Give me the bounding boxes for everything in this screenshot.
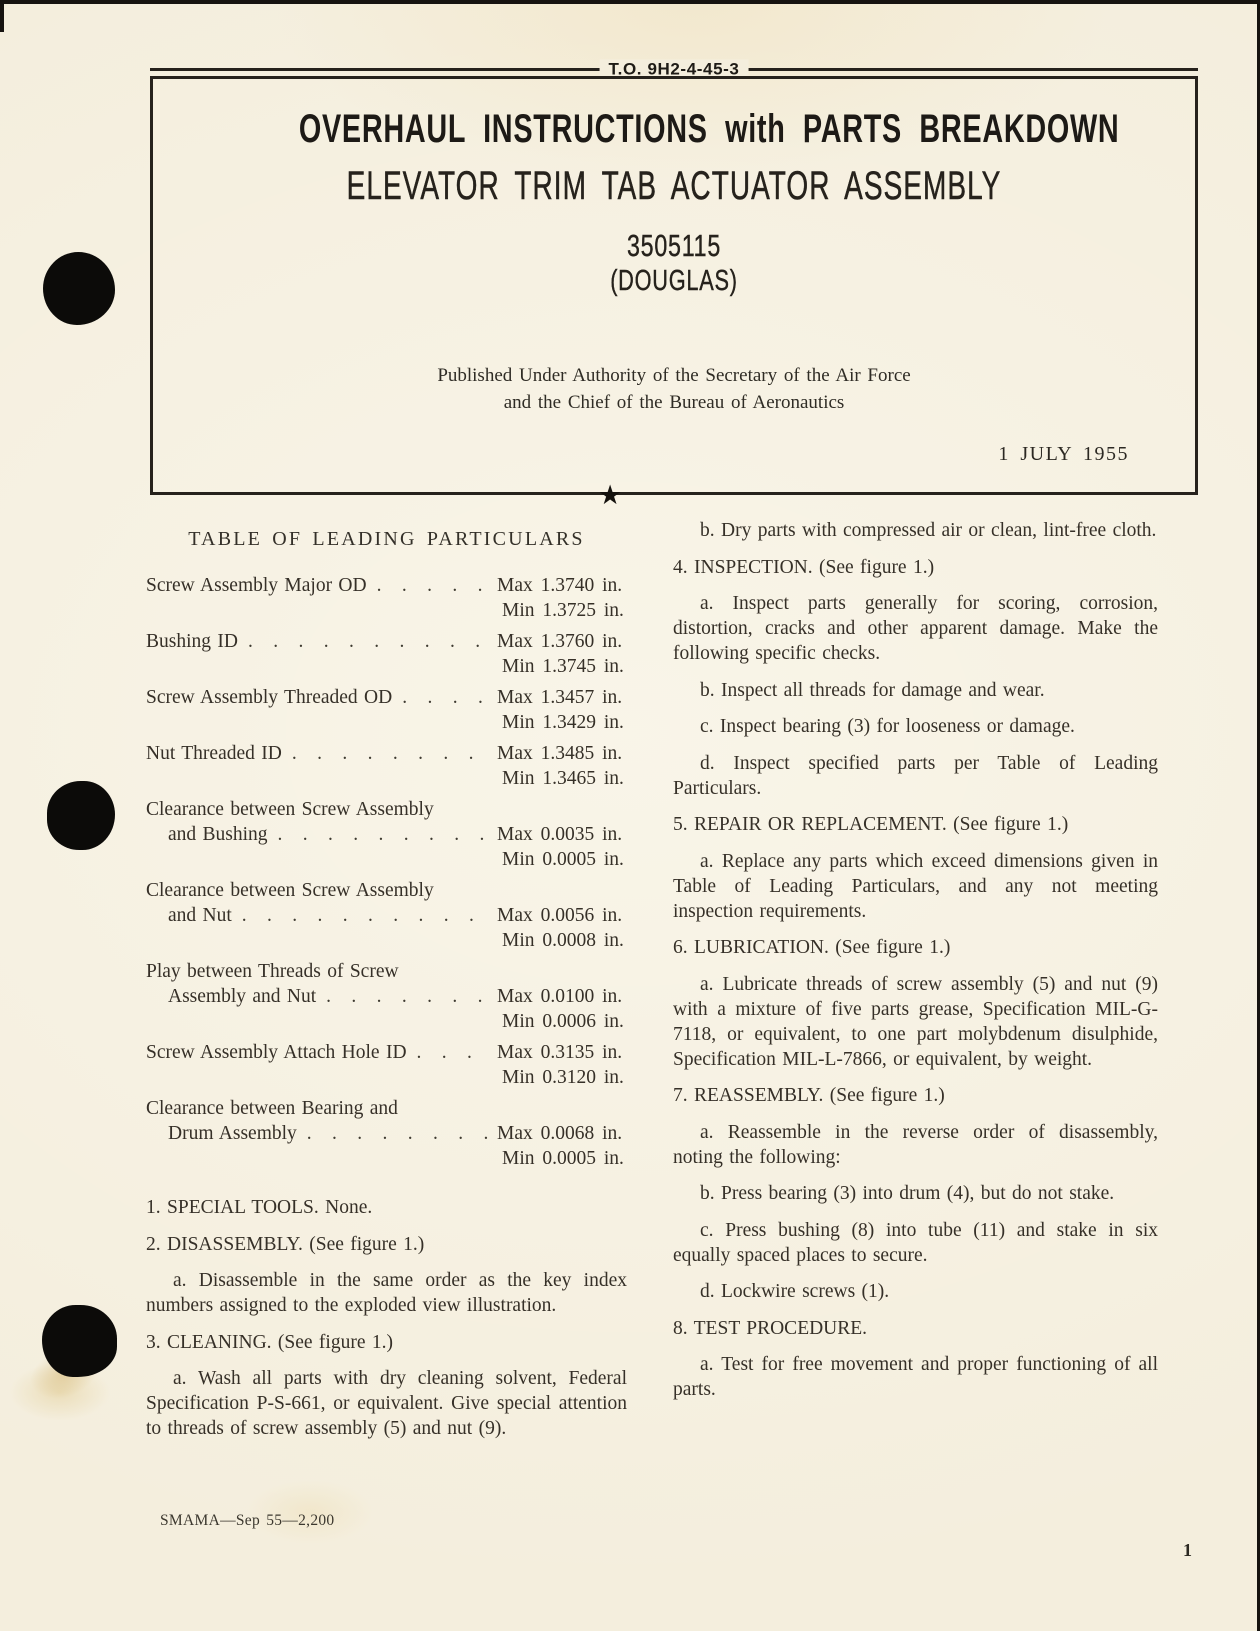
manufacturer: (DOUGLAS) [610, 265, 738, 297]
particular-label: Nut Threaded ID [146, 743, 282, 764]
dot-leader [377, 573, 493, 598]
particular-label: and Nut [168, 905, 232, 926]
paragraph: c. Press bushing (8) into tube (11) and stake in six equally spaced places to secure. [673, 1219, 1158, 1266]
title-box [150, 76, 1198, 510]
authority-line-2: and the Chief of the Bureau of Aeronautics [503, 392, 845, 413]
particular-row [146, 797, 627, 872]
dot-leader [417, 1040, 493, 1065]
particular-min-value: Min 0.3120 in. [502, 1067, 624, 1088]
particular-label: Bushing ID [146, 631, 238, 652]
particular-row [146, 1040, 627, 1090]
section-heading: 3. CLEANING. (See figure 1.) [146, 1331, 393, 1353]
particular-label-line1: Clearance between Bearing and [146, 1098, 398, 1119]
hole-punch-mark-1 [43, 252, 115, 325]
particular-row [146, 1096, 627, 1171]
particular-row [146, 878, 627, 953]
particular-row [146, 629, 627, 679]
dot-leader [402, 685, 493, 710]
particular-min-value: Min 0.0008 in. [502, 930, 624, 951]
particular-row [146, 573, 627, 623]
authority-line-1: Published Under Authority of the Secretary of the Air Force [437, 365, 911, 386]
section-heading: 1. SPECIAL TOOLS. None. [146, 1197, 373, 1218]
section-heading: 7. REASSEMBLY. (See figure 1.) [673, 1085, 945, 1106]
particular-main-line [146, 685, 627, 710]
particular-label: Screw Assembly Threaded OD [146, 687, 393, 708]
particular-main-line [146, 1121, 627, 1146]
star-ornament: ★ [598, 480, 623, 510]
particular-max-value: Max 0.0035 in. [497, 824, 623, 845]
section-heading: 6. LUBRICATION. (See figure 1.) [673, 937, 951, 958]
particular-label-line1: Clearance between Screw Assembly [146, 880, 434, 901]
particular-row [146, 741, 627, 791]
particular-main-line [146, 984, 627, 1009]
particular-label: Screw Assembly Attach Hole ID [146, 1042, 407, 1063]
particular-min-value: Min 1.3429 in. [502, 712, 624, 733]
particular-max-value: Max 0.0100 in. [497, 986, 623, 1007]
print-code: SMAMA—Sep 55—2,200 [160, 1512, 335, 1529]
paragraph: a. Test for free movement and proper functioning of all parts. [673, 1354, 1158, 1400]
particular-main-line [146, 1040, 627, 1065]
particular-max-value: Max 1.3485 in. [497, 743, 623, 764]
dot-leader [248, 629, 493, 654]
paragraph: a. Replace any parts which exceed dimensions given in Table of Leading Particulars, and any not meeting inspection requirements. [673, 850, 1158, 922]
particular-row [146, 959, 627, 1034]
page-number: 1 [1183, 1540, 1192, 1560]
to-number: T.O. 9H2-4-45-3 [600, 59, 749, 79]
paragraph: a. Reassemble in the reverse order of disassembly, noting the following: [673, 1121, 1158, 1168]
right-column [673, 518, 1158, 1414]
to-number-rule [150, 59, 1198, 79]
particular-max-value: Max 1.3457 in. [497, 687, 623, 708]
table-title: TABLE OF LEADING PARTICULARS [188, 528, 585, 550]
paragraph: b. Press bearing (3) into drum (4), but do not stake. [700, 1183, 1115, 1204]
particular-max-value: Max 1.3760 in. [497, 631, 623, 652]
particular-max-value: Max 1.3740 in. [497, 575, 623, 596]
right-column-sections [673, 518, 1158, 1402]
particular-label-line1: Play between Threads of Screw [146, 961, 399, 982]
particular-main-line [146, 822, 627, 847]
dot-leader [292, 741, 493, 766]
paragraph: a. Disassemble in the same order as the key index numbers assigned to the exploded view illustration. [146, 1270, 627, 1316]
left-column [146, 527, 627, 1453]
scan-edge-left [0, 0, 4, 32]
paragraph: c. Inspect bearing (3) for looseness or damage. [700, 716, 1075, 737]
particular-min-value: Min 1.3465 in. [502, 768, 624, 789]
paragraph: d. Lockwire screws (1). [700, 1281, 890, 1302]
particular-min-value: Min 0.0005 in. [502, 849, 624, 870]
particular-main-line [146, 741, 627, 766]
authority-statement [153, 362, 1195, 416]
publication-date: 1 JULY 1955 [998, 443, 1129, 465]
hole-punch-mark-2 [47, 781, 115, 850]
particular-max-value: Max 0.3135 in. [497, 1042, 623, 1063]
dot-leader [278, 822, 493, 847]
particular-label: Drum Assembly [168, 1123, 297, 1144]
dot-leader [326, 984, 493, 1009]
particular-min-value: Min 1.3725 in. [502, 600, 624, 621]
subject-title: ELEVATOR TRIM TAB ACTUATOR ASSEMBLY [346, 164, 1002, 208]
particular-label: Screw Assembly Major OD [146, 575, 367, 596]
section-heading: 4. INSPECTION. (See figure 1.) [673, 556, 935, 578]
particular-max-value: Max 0.0068 in. [497, 1123, 623, 1144]
particular-main-line [146, 629, 627, 654]
particular-label: Assembly and Nut [168, 986, 317, 1007]
paragraph: a. Inspect parts generally for scoring, corrosion, distortion, cracks and other apparent damage. Make the following specific checks. [673, 593, 1158, 664]
particular-label-line1: Clearance between Screw Assembly [146, 799, 434, 820]
hole-punch-mark-3 [42, 1305, 117, 1377]
particular-main-line [146, 903, 627, 928]
particular-max-value: Max 0.0056 in. [497, 905, 623, 926]
section-heading: 2. DISASSEMBLY. (See figure 1.) [146, 1233, 425, 1255]
dot-leader [307, 1121, 493, 1146]
section-heading: 8. TEST PROCEDURE. [673, 1317, 868, 1339]
particular-label: and Bushing [168, 824, 268, 845]
paragraph: b. Dry parts with compressed air or clean, lint-free cloth. [700, 520, 1157, 541]
scan-edge-top [0, 0, 1260, 4]
document-title: OVERHAUL INSTRUCTIONS with PARTS BREAKDOWN [298, 107, 1120, 151]
paragraph: a. Wash all parts with dry cleaning solvent, Federal Specification P-S-661, or equivalent. Give special attention to threads of screw assembly (5) and nut (9). [146, 1368, 627, 1439]
paragraph: d. Inspect specified parts per Table of Leading Particulars. [673, 752, 1158, 799]
paragraph: b. Inspect all threads for damage and wear. [700, 679, 1045, 701]
particular-min-value: Min 0.0005 in. [502, 1148, 624, 1169]
particular-min-value: Min 0.0006 in. [502, 1011, 624, 1032]
particular-row [146, 685, 627, 735]
part-number: 3505115 [626, 228, 722, 263]
left-column-sections [146, 1195, 627, 1441]
particular-min-value: Min 1.3745 in. [502, 656, 624, 677]
leading-particulars-table [146, 573, 627, 1171]
paragraph: a. Lubricate threads of screw assembly (5) and nut (9) with a mixture of five parts grease, Specification MIL-G-7118, or equivalent, to one part molybdenum disulphide, Specification MIL-L-7866, or equivalent, by weight. [673, 973, 1158, 1070]
dot-leader [242, 903, 493, 928]
section-heading: 5. REPAIR OR REPLACEMENT. (See figure 1.) [673, 814, 1069, 835]
particular-main-line [146, 573, 627, 598]
